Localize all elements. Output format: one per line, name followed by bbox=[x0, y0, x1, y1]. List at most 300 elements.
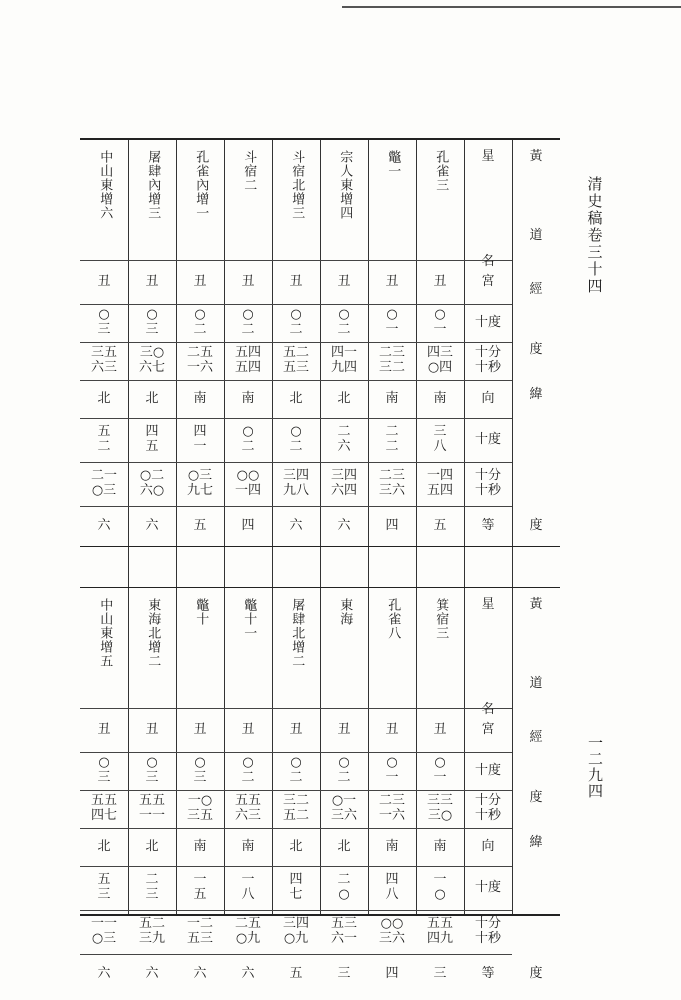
star-name-cell bbox=[128, 588, 176, 718]
star-du-cell bbox=[80, 304, 128, 342]
label-du: 度 bbox=[529, 789, 543, 805]
star-gong-cell bbox=[128, 708, 176, 752]
header-label-cell bbox=[464, 462, 512, 506]
star-name: 孔雀八 bbox=[385, 598, 401, 640]
label-ming: 名 bbox=[481, 254, 495, 270]
star-gong: 丑 bbox=[337, 721, 351, 737]
star-name-cell bbox=[368, 588, 416, 718]
star-wminsec: ○○ 一四 bbox=[234, 468, 261, 498]
star-name: 中山東增六 bbox=[97, 150, 113, 220]
label-jing: 經 bbox=[529, 281, 543, 297]
star-xiang-cell bbox=[416, 380, 464, 418]
star-xiang: 北 bbox=[337, 390, 351, 406]
star-gong-cell bbox=[80, 260, 128, 304]
star-xiang: 南 bbox=[433, 838, 447, 854]
star-name: 東海 bbox=[337, 598, 353, 626]
star-wdu: 二 三 bbox=[145, 872, 159, 902]
star-wdu: 一 五 bbox=[193, 872, 207, 902]
label-huang: 黃 bbox=[529, 597, 543, 612]
star-name-cell bbox=[224, 140, 272, 270]
star-minsec-cell bbox=[416, 342, 464, 380]
star-name-cell bbox=[368, 140, 416, 270]
star-du: ○ 二 bbox=[337, 755, 351, 785]
star-du: ○ 三 bbox=[97, 755, 111, 785]
star-xiang: 南 bbox=[385, 390, 399, 406]
label-xing: 星 bbox=[481, 149, 495, 164]
star-name: 孔雀三 bbox=[433, 150, 449, 192]
star-xiang: 南 bbox=[241, 838, 255, 854]
label-du: 度 bbox=[529, 966, 543, 982]
star-du-cell bbox=[128, 752, 176, 790]
star-wminsec-cell bbox=[128, 462, 176, 506]
star-xiang: 北 bbox=[145, 390, 159, 406]
star-name-cell bbox=[80, 588, 128, 718]
star-minsec-cell bbox=[224, 790, 272, 828]
star-deng-cell bbox=[272, 506, 320, 546]
star-name: 鼈十 bbox=[193, 598, 209, 626]
star-du-cell bbox=[80, 752, 128, 790]
star-minsec-cell bbox=[368, 342, 416, 380]
star-minsec: 五五 四七 bbox=[90, 793, 117, 823]
star-deng-cell bbox=[416, 506, 464, 546]
star-wminsec: ○三 九七 bbox=[186, 468, 213, 498]
star-deng-cell bbox=[272, 954, 320, 994]
star-minsec: 五五 一一 bbox=[138, 793, 165, 823]
star-xiang-cell bbox=[80, 380, 128, 418]
label-wei: 緯 bbox=[529, 387, 543, 402]
header-label-cell bbox=[464, 866, 512, 910]
star-minsec: 三二 五二 bbox=[282, 793, 309, 823]
star-minsec: 一○ 三五 bbox=[186, 793, 213, 823]
star-wdu-cell bbox=[80, 418, 128, 462]
star-deng: 六 bbox=[193, 965, 207, 981]
label-text: 十度 bbox=[474, 762, 501, 778]
star-xiang: 北 bbox=[97, 838, 111, 854]
star-minsec: 三○ 六七 bbox=[138, 345, 165, 375]
star-xiang: 南 bbox=[385, 838, 399, 854]
star-minsec: 四三 ○四 bbox=[426, 345, 453, 375]
label-text: 宮 bbox=[481, 273, 495, 289]
star-wdu: ○ 二 bbox=[289, 424, 303, 454]
star-deng: 四 bbox=[241, 517, 255, 533]
header-label-cell bbox=[464, 380, 512, 418]
star-minsec: 五四 五四 bbox=[234, 345, 261, 375]
star-xiang: 南 bbox=[433, 390, 447, 406]
label-text: 十度 bbox=[474, 431, 501, 447]
star-wdu-cell bbox=[224, 866, 272, 910]
label-jing: 經 bbox=[529, 729, 543, 745]
header-label-cell bbox=[464, 342, 512, 380]
star-wminsec: 三四 九八 bbox=[282, 468, 309, 498]
label-minsec: 十分 十秒 bbox=[474, 793, 501, 823]
star-name: 宗人東增四 bbox=[337, 150, 353, 220]
star-wminsec: 三四 ○九 bbox=[282, 916, 309, 946]
star-minsec: 三五 六三 bbox=[90, 345, 117, 375]
star-xiang-cell bbox=[368, 380, 416, 418]
header-label-cell bbox=[464, 304, 512, 342]
star-deng-cell bbox=[80, 954, 128, 994]
star-wminsec-cell bbox=[416, 462, 464, 506]
star-xiang-cell bbox=[416, 828, 464, 866]
star-wdu-cell bbox=[224, 418, 272, 462]
star-wdu-cell bbox=[128, 418, 176, 462]
label-text: 十度 bbox=[474, 314, 501, 330]
star-deng: 五 bbox=[433, 517, 447, 533]
star-du: ○ 二 bbox=[289, 307, 303, 337]
star-gong-cell bbox=[176, 260, 224, 304]
star-gong: 丑 bbox=[97, 273, 111, 289]
star-du-cell bbox=[176, 752, 224, 790]
star-du: ○ 二 bbox=[337, 307, 351, 337]
star-deng: 四 bbox=[385, 965, 399, 981]
star-wdu-cell bbox=[368, 866, 416, 910]
star-wminsec-cell bbox=[272, 910, 320, 954]
page-number: 一二九四 bbox=[586, 735, 604, 799]
label-text: 向 bbox=[481, 390, 495, 406]
header-label-cell bbox=[464, 790, 512, 828]
star-wdu-cell bbox=[272, 418, 320, 462]
star-name: 斗宿二 bbox=[241, 150, 257, 192]
star-wminsec: 一二 五三 bbox=[186, 916, 213, 946]
star-wminsec: 二三 三六 bbox=[378, 468, 405, 498]
running-title: 清史稿卷三十四 bbox=[585, 176, 604, 295]
star-gong: 丑 bbox=[289, 273, 303, 289]
star-deng: 三 bbox=[433, 965, 447, 981]
star-wdu: 四 五 bbox=[145, 424, 159, 454]
star-minsec-cell bbox=[416, 790, 464, 828]
star-name-cell bbox=[80, 140, 128, 270]
star-deng: 六 bbox=[145, 517, 159, 533]
star-du-cell bbox=[368, 304, 416, 342]
star-gong-cell bbox=[224, 260, 272, 304]
header-label-cell bbox=[464, 752, 512, 790]
star-gong-cell bbox=[368, 708, 416, 752]
star-minsec-cell bbox=[128, 342, 176, 380]
star-gong-cell bbox=[320, 260, 368, 304]
star-xiang: 北 bbox=[337, 838, 351, 854]
star-wdu: 四 七 bbox=[289, 872, 303, 902]
star-gong: 丑 bbox=[193, 273, 207, 289]
star-wminsec-cell bbox=[416, 910, 464, 954]
star-gong: 丑 bbox=[433, 721, 447, 737]
label-xing: 星 bbox=[481, 597, 495, 612]
star-minsec-cell bbox=[176, 342, 224, 380]
star-minsec: 二三 一六 bbox=[378, 793, 405, 823]
star-deng: 五 bbox=[289, 965, 303, 981]
label-text: 等 bbox=[481, 965, 495, 981]
star-wminsec-cell bbox=[80, 910, 128, 954]
star-xiang-cell bbox=[320, 380, 368, 418]
star-name-cell bbox=[176, 588, 224, 718]
star-xiang-cell bbox=[320, 828, 368, 866]
star-gong-cell bbox=[368, 260, 416, 304]
star-gong: 丑 bbox=[337, 273, 351, 289]
star-xiang: 北 bbox=[289, 838, 303, 854]
star-gong: 丑 bbox=[193, 721, 207, 737]
star-xiang-cell bbox=[368, 828, 416, 866]
star-wminsec: 五五 四九 bbox=[426, 916, 453, 946]
star-deng-cell bbox=[80, 506, 128, 546]
star-name-cell bbox=[128, 140, 176, 270]
label-huang: 黃 bbox=[529, 149, 543, 164]
star-deng: 六 bbox=[289, 517, 303, 533]
star-wdu-cell bbox=[368, 418, 416, 462]
star-name: 屠肆內增三 bbox=[145, 150, 161, 220]
star-xiang-cell bbox=[176, 828, 224, 866]
star-xiang: 北 bbox=[97, 390, 111, 406]
star-minsec: 五五 六三 bbox=[234, 793, 261, 823]
star-deng-cell bbox=[368, 506, 416, 546]
star-xiang-cell bbox=[224, 828, 272, 866]
star-name: 箕宿三 bbox=[433, 598, 449, 640]
star-wdu: 一 ○ bbox=[433, 872, 447, 902]
label-minsec: 十分 十秒 bbox=[474, 916, 501, 946]
star-du: ○ 三 bbox=[145, 307, 159, 337]
header-label-cell bbox=[464, 418, 512, 462]
star-minsec-cell bbox=[272, 790, 320, 828]
star-wdu: 一 八 bbox=[241, 872, 255, 902]
star-wdu: 二 六 bbox=[337, 424, 351, 454]
star-name-cell bbox=[272, 588, 320, 718]
star-deng-cell bbox=[416, 954, 464, 994]
star-gong-cell bbox=[416, 260, 464, 304]
star-gong-cell bbox=[272, 260, 320, 304]
header-label-cell bbox=[464, 260, 512, 304]
star-name-cell bbox=[416, 140, 464, 270]
star-wdu-cell bbox=[416, 866, 464, 910]
star-minsec-cell bbox=[80, 790, 128, 828]
label-du: 度 bbox=[529, 518, 543, 534]
header-label-cell bbox=[464, 910, 512, 954]
header-jingdu bbox=[512, 260, 560, 380]
star-wdu: ○ 二 bbox=[241, 424, 255, 454]
star-minsec-cell bbox=[128, 790, 176, 828]
star-minsec-cell bbox=[368, 790, 416, 828]
star-du: ○ 三 bbox=[193, 755, 207, 785]
star-wdu-cell bbox=[128, 866, 176, 910]
star-xiang: 南 bbox=[193, 838, 207, 854]
star-du: ○ 二 bbox=[289, 755, 303, 785]
star-deng-cell bbox=[176, 954, 224, 994]
star-wminsec: 五二 三九 bbox=[138, 916, 165, 946]
star-gong: 丑 bbox=[97, 721, 111, 737]
star-du-cell bbox=[368, 752, 416, 790]
star-gong-cell bbox=[128, 260, 176, 304]
star-xiang: 南 bbox=[193, 390, 207, 406]
star-wdu: 二 二 bbox=[385, 424, 399, 454]
star-minsec-cell bbox=[80, 342, 128, 380]
star-xiang: 北 bbox=[145, 838, 159, 854]
star-minsec: 二五 一六 bbox=[186, 345, 213, 375]
star-xiang-cell bbox=[176, 380, 224, 418]
star-name-cell bbox=[224, 588, 272, 718]
star-wminsec-cell bbox=[224, 462, 272, 506]
star-minsec-cell bbox=[320, 342, 368, 380]
header-weidu bbox=[512, 380, 560, 546]
star-name-cell bbox=[416, 588, 464, 718]
block-rule bbox=[80, 546, 560, 547]
star-gong-cell bbox=[80, 708, 128, 752]
star-minsec-cell bbox=[224, 342, 272, 380]
star-gong: 丑 bbox=[145, 721, 159, 737]
star-du: ○ 二 bbox=[193, 307, 207, 337]
star-wdu-cell bbox=[416, 418, 464, 462]
star-xiang-cell bbox=[272, 380, 320, 418]
star-name-cell bbox=[176, 140, 224, 270]
label-dao: 道 bbox=[529, 228, 543, 244]
star-name-cell bbox=[272, 140, 320, 270]
star-du-cell bbox=[128, 304, 176, 342]
star-xiang: 南 bbox=[241, 390, 255, 406]
star-du-cell bbox=[224, 752, 272, 790]
star-deng-cell bbox=[224, 954, 272, 994]
star-wdu: 四 一 bbox=[193, 424, 207, 454]
star-du-cell bbox=[320, 752, 368, 790]
star-name: 鼈十一 bbox=[241, 598, 257, 640]
star-du: ○ 一 bbox=[433, 307, 447, 337]
star-name: 鼈一 bbox=[385, 150, 401, 178]
label-text: 向 bbox=[481, 838, 495, 854]
star-deng: 六 bbox=[97, 965, 111, 981]
star-du: ○ 一 bbox=[385, 307, 399, 337]
star-name-cell bbox=[320, 140, 368, 270]
star-du-cell bbox=[224, 304, 272, 342]
label-ming: 名 bbox=[481, 702, 495, 718]
star-deng: 五 bbox=[193, 517, 207, 533]
star-deng-cell bbox=[176, 506, 224, 546]
star-minsec-cell bbox=[176, 790, 224, 828]
star-xiang-cell bbox=[128, 380, 176, 418]
star-wminsec-cell bbox=[128, 910, 176, 954]
star-du: ○ 二 bbox=[241, 755, 255, 785]
star-wminsec-cell bbox=[320, 462, 368, 506]
label-minsec: 十分 十秒 bbox=[474, 345, 501, 375]
star-xiang-cell bbox=[272, 828, 320, 866]
star-wdu-cell bbox=[176, 866, 224, 910]
star-wdu: 四 八 bbox=[385, 872, 399, 902]
star-xiang-cell bbox=[80, 828, 128, 866]
star-name: 斗宿北增三 bbox=[289, 150, 305, 220]
star-gong: 丑 bbox=[241, 721, 255, 737]
star-wdu: 五 三 bbox=[97, 872, 111, 902]
star-minsec-cell bbox=[320, 790, 368, 828]
label-du: 度 bbox=[529, 341, 543, 357]
star-wminsec: ○二 六○ bbox=[139, 468, 165, 498]
star-du: ○ 一 bbox=[433, 755, 447, 785]
star-wdu: 五 二 bbox=[97, 424, 111, 454]
star-deng-cell bbox=[224, 506, 272, 546]
star-gong-cell bbox=[416, 708, 464, 752]
star-name: 屠肆北增二 bbox=[289, 598, 305, 668]
star-wdu-cell bbox=[176, 418, 224, 462]
star-deng: 四 bbox=[385, 517, 399, 533]
star-minsec: 三三 三○ bbox=[426, 793, 453, 823]
star-du: ○ 三 bbox=[145, 755, 159, 785]
label-text: 宮 bbox=[481, 721, 495, 737]
star-wminsec-cell bbox=[176, 910, 224, 954]
star-gong: 丑 bbox=[385, 273, 399, 289]
star-wdu-cell bbox=[272, 866, 320, 910]
star-du-cell bbox=[416, 752, 464, 790]
star-du: ○ 一 bbox=[385, 755, 399, 785]
star-deng-cell bbox=[368, 954, 416, 994]
star-minsec: ○一 三六 bbox=[330, 793, 357, 823]
star-deng-cell bbox=[128, 954, 176, 994]
star-gong: 丑 bbox=[385, 721, 399, 737]
star-minsec: 五二 五三 bbox=[282, 345, 309, 375]
header-label-cell bbox=[464, 708, 512, 752]
top-rule bbox=[342, 6, 681, 8]
star-deng-cell bbox=[320, 506, 368, 546]
star-name: 孔雀內增一 bbox=[193, 150, 209, 220]
star-xiang: 北 bbox=[289, 390, 303, 406]
star-wdu: 二 ○ bbox=[337, 872, 351, 902]
star-wminsec-cell bbox=[272, 462, 320, 506]
star-deng: 六 bbox=[97, 517, 111, 533]
star-gong-cell bbox=[320, 708, 368, 752]
star-wdu: 三 八 bbox=[433, 424, 447, 454]
star-wminsec: 二五 ○九 bbox=[234, 916, 261, 946]
star-du-cell bbox=[176, 304, 224, 342]
star-deng: 六 bbox=[241, 965, 255, 981]
star-du: ○ 二 bbox=[241, 307, 255, 337]
star-gong-cell bbox=[272, 708, 320, 752]
star-deng-cell bbox=[320, 954, 368, 994]
star-name-cell bbox=[320, 588, 368, 718]
label-wei: 緯 bbox=[529, 835, 543, 850]
star-name: 東海北增二 bbox=[145, 598, 161, 668]
star-gong: 丑 bbox=[145, 273, 159, 289]
star-wminsec: ○○ 三六 bbox=[378, 916, 405, 946]
label-text: 等 bbox=[481, 517, 495, 533]
star-du-cell bbox=[320, 304, 368, 342]
star-xiang-cell bbox=[224, 380, 272, 418]
star-wminsec: 一四 五四 bbox=[426, 468, 453, 498]
star-minsec: 二三 三二 bbox=[378, 345, 405, 375]
label-dao: 道 bbox=[529, 676, 543, 692]
star-gong-cell bbox=[176, 708, 224, 752]
star-minsec-cell bbox=[272, 342, 320, 380]
star-wminsec-cell bbox=[176, 462, 224, 506]
header-label-cell bbox=[464, 506, 512, 546]
star-deng: 六 bbox=[337, 517, 351, 533]
star-wdu-cell bbox=[320, 418, 368, 462]
star-du-cell bbox=[272, 752, 320, 790]
star-wminsec: 二一 ○三 bbox=[90, 468, 117, 498]
star-wdu-cell bbox=[320, 866, 368, 910]
star-wminsec-cell bbox=[224, 910, 272, 954]
star-catalog-table bbox=[80, 138, 560, 982]
star-du-cell bbox=[416, 304, 464, 342]
star-wminsec: 一一 ○三 bbox=[90, 916, 117, 946]
star-gong: 丑 bbox=[433, 273, 447, 289]
star-du: ○ 三 bbox=[97, 307, 111, 337]
star-minsec: 四一 九四 bbox=[330, 345, 357, 375]
star-wdu-cell bbox=[80, 866, 128, 910]
header-huangdao bbox=[512, 588, 560, 708]
star-deng: 六 bbox=[145, 965, 159, 981]
label-text: 十度 bbox=[474, 879, 501, 895]
star-wminsec-cell bbox=[80, 462, 128, 506]
header-jingdu bbox=[512, 708, 560, 828]
header-label-cell bbox=[464, 828, 512, 866]
star-gong: 丑 bbox=[241, 273, 255, 289]
star-deng: 三 bbox=[337, 965, 351, 981]
star-du-cell bbox=[272, 304, 320, 342]
star-wminsec: 五三 六一 bbox=[330, 916, 357, 946]
label-minsec: 十分 十秒 bbox=[474, 468, 501, 498]
star-gong: 丑 bbox=[289, 721, 303, 737]
